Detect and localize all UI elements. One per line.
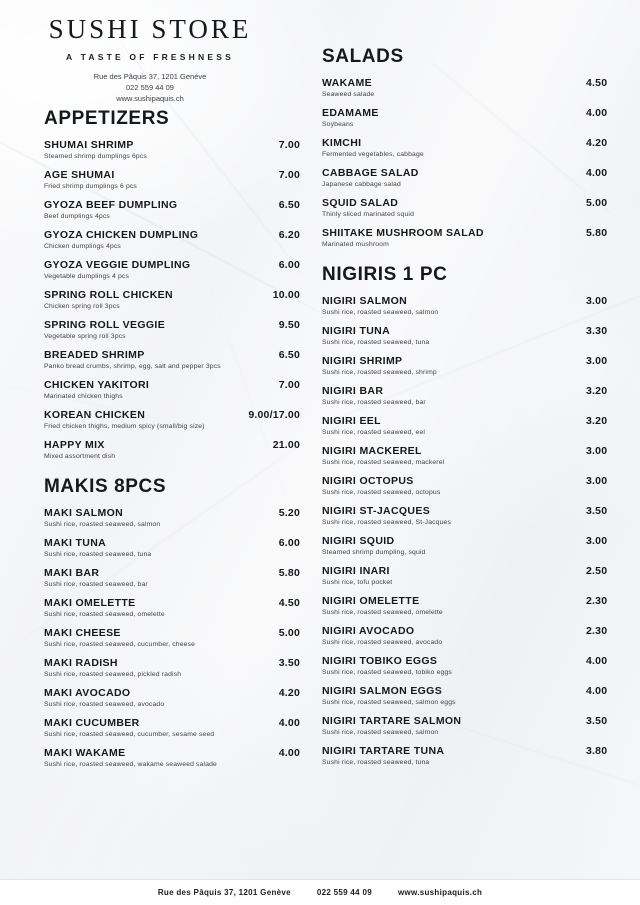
menu-item [322,745,612,766]
menu-item-row [44,597,300,609]
menu-item-price: 3.00 [586,445,608,457]
menu-item-price: 4.00 [586,167,608,179]
menu-item-description: Soybeans [322,121,354,128]
menu-item-row [44,439,300,451]
menu-item-name: MAKI SALMON [44,507,124,519]
left-column [0,0,300,777]
brand-website: www.sushipaquis.ch [116,94,184,103]
menu-item-name: KIMCHI [322,137,362,149]
menu-item [44,229,300,250]
menu-item-name: AGE SHUMAI [44,169,115,181]
menu-item-name: MAKI WAKAME [44,747,126,759]
menu-item-row [44,139,300,151]
brand-phone: 022 559 44 09 [126,83,174,92]
menu-item-name: NIGIRI SALMON [322,295,408,307]
menu-item-description: Sushi rice, roasted seaweed, salmon eggs [322,699,456,706]
menu-item-description: Vegetable dumplings 4 pcs [44,273,129,280]
menu-item [44,199,300,220]
menu-item-description: Sushi rice, roasted seaweed, cucumber, sesame seed [44,731,215,738]
menu-item [322,167,612,188]
menu-item-description: Steamed shrimp dumpling, squid [322,549,426,556]
menu-item-row [44,567,300,579]
menu-item-price: 21.00 [272,439,300,451]
section-title: NIGIRIS 1 PC [322,264,448,285]
menu-item-row [322,445,612,457]
menu-item-name: CHICKEN YAKITORI [44,379,150,391]
menu-item [44,349,300,370]
menu-item-row [322,625,612,637]
menu-item [44,597,300,618]
menu-item [322,445,612,466]
left-sections [44,108,300,768]
menu-item-name: NIGIRI SQUID [322,535,395,547]
menu-item-description: Sushi rice, roasted seaweed, avocado [322,639,443,646]
menu-item-description: Sushi rice, roasted seaweed, bar [44,581,148,588]
brand-contact [0,71,300,104]
menu-item-row [44,229,300,241]
page-footer [0,879,640,905]
menu-item-name: NIGIRI TUNA [322,325,391,337]
menu-item-name: NIGIRI OCTOPUS [322,475,414,487]
menu-item-row [322,325,612,337]
menu-item-description: Sushi rice, roasted seaweed, salmon [322,729,439,736]
menu-item-description: Sushi rice, roasted seaweed, tuna [44,551,152,558]
menu-item-description: Sushi rice, roasted seaweed, bar [322,399,426,406]
right-column [300,0,640,777]
menu-item-price: 10.00 [272,289,300,301]
menu-item-name: NIGIRI TARTARE SALMON [322,715,462,727]
menu-item [322,595,612,616]
menu-item-price: 2.50 [586,565,608,577]
menu-item [44,537,300,558]
menu-item-name: SQUID SALAD [322,197,399,209]
menu-item-price: 6.00 [278,259,300,271]
menu-item [44,289,300,310]
menu-item-row [44,507,300,519]
menu-item-price: 3.00 [586,295,608,307]
menu-item-name: GYOZA VEGGIE DUMPLING [44,259,191,271]
menu-item-description: Sushi rice, roasted seaweed, St-Jacques [322,519,452,526]
menu-item [322,505,612,526]
menu-item-row [322,355,612,367]
menu-item-row [322,295,612,307]
menu-item-description: Vegetable spring roll 3pcs [44,333,126,340]
menu-item [322,475,612,496]
menu-item [44,319,300,340]
menu-item-description: Fried chicken thighs, medium spicy (small/big size) [44,423,205,430]
menu-item-row [44,537,300,549]
menu-item-description: Fermented vegetables, cabbage [322,151,424,158]
menu-item [44,507,300,528]
menu-item-name: GYOZA CHICKEN DUMPLING [44,229,199,241]
menu-item-row [44,169,300,181]
brand-address: Rue des Pâquis 37, 1201 Genève [93,72,207,81]
menu-item-description: Marinated mushroom [322,241,389,248]
menu-item-row [44,627,300,639]
menu-item-row [322,415,612,427]
menu-item-name: NIGIRI TARTARE TUNA [322,745,445,757]
menu-item [44,379,300,400]
menu-item [44,717,300,738]
menu-item-row [44,657,300,669]
menu-item-description: Sushi rice, roasted seaweed, omelette [322,609,443,616]
menu-item-price: 3.00 [586,475,608,487]
menu-item [44,439,300,460]
menu-item-description: Sushi rice, roasted seaweed, wakame seaweed salade [44,761,217,768]
menu-item-name: BREADED SHRIMP [44,349,145,361]
menu-item [322,685,612,706]
menu-item-description: Sushi rice, roasted seaweed, tuna [322,339,430,346]
menu-item-name: NIGIRI MACKEREL [322,445,422,457]
menu-item-description: Beef dumplings 4pcs [44,213,110,220]
menu-item [322,107,612,128]
menu-item-row [44,349,300,361]
menu-item-description: Sushi rice, roasted seaweed, pickled radish [44,671,182,678]
menu-item-row [44,199,300,211]
menu-item-description: Mixed assortment dish [44,453,116,460]
menu-item-price: 3.80 [586,745,608,757]
menu-item-description: Fried shrimp dumplings 6 pcs [44,183,137,190]
menu-item-name: NIGIRI BAR [322,385,384,397]
menu-item [44,409,300,430]
right-sections [322,46,612,766]
menu-item-description: Chicken dumplings 4pcs [44,243,121,250]
menu-item-description: Marinated chicken thighs [44,393,123,400]
menu-item-description: Sushi rice, roasted seaweed, omelette [44,611,165,618]
menu-item-name: SHIITAKE MUSHROOM SALAD [322,227,484,239]
menu-item-description: Sushi rice, tofu pocket [322,579,393,586]
menu-item-row [44,319,300,331]
menu-item-row [322,385,612,397]
menu-item-price: 4.00 [278,717,300,729]
menu-item-description: Sushi rice, roasted seaweed, salmon [44,521,161,528]
menu-item-price: 3.20 [586,385,608,397]
menu-item-name: KOREAN CHICKEN [44,409,146,421]
menu-item-price: 4.00 [586,107,608,119]
menu-item-description: Sushi rice, roasted seaweed, tuna [322,759,430,766]
menu-item-price: 9.50 [278,319,300,331]
menu-item-row [322,715,612,727]
menu-item-row [44,687,300,699]
menu-item-row [322,685,612,697]
menu-item-row [322,565,612,577]
footer-phone: 022 559 44 09 [316,888,372,897]
menu-item-description: Sushi rice, roasted seaweed, shrimp [322,369,437,376]
menu-item [322,565,612,586]
menu-item [44,627,300,648]
menu-item-name: SPRING ROLL CHICKEN [44,289,173,301]
menu-item-price: 5.00 [586,197,608,209]
menu-item-row [322,77,612,89]
menu-item-name: EDAMAME [322,107,379,119]
menu-item-price: 4.00 [586,685,608,697]
menu-item-row [322,505,612,517]
menu-item-row [44,717,300,729]
menu-item [44,567,300,588]
menu-item-price: 4.00 [278,747,300,759]
menu-item [44,169,300,190]
menu-item [322,197,612,218]
menu-item-name: NIGIRI INARI [322,565,390,577]
menu-item-row [44,379,300,391]
footer-website: www.sushipaquis.ch [397,888,483,897]
menu-item [322,385,612,406]
menu-item-price: 2.30 [586,595,608,607]
menu-item-price: 3.20 [586,415,608,427]
menu-item-row [322,535,612,547]
menu-item-price: 3.00 [586,355,608,367]
menu-item-price: 5.20 [278,507,300,519]
menu-item-name: SHUMAI SHRIMP [44,139,134,151]
menu-item [322,325,612,346]
menu-item-name: HAPPY MIX [44,439,105,451]
menu-item-price: 9.00/17.00 [248,409,300,421]
section-title: APPETIZERS [44,108,170,129]
menu-item-price: 3.00 [586,535,608,547]
menu-item [322,227,612,248]
menu-item-price: 5.80 [278,567,300,579]
menu-item-description: Sushi rice, roasted seaweed, avocado [44,701,165,708]
menu-item [322,625,612,646]
menu-item-name: NIGIRI EEL [322,415,381,427]
menu-item-row [44,289,300,301]
menu-item-row [44,259,300,271]
menu-item-name: MAKI AVOCADO [44,687,131,699]
menu-item-name: WAKAME [322,77,372,89]
menu-item-name: NIGIRI ST-JACQUES [322,505,431,517]
menu-item [322,715,612,736]
menu-item-row [322,595,612,607]
menu-item-row [322,227,612,239]
menu-item-name: SPRING ROLL VEGGIE [44,319,166,331]
menu-item [322,415,612,436]
menu-item-name: MAKI CUCUMBER [44,717,140,729]
menu-item-description: Japanese cabbage salad [322,181,401,188]
menu-item-price: 5.80 [586,227,608,239]
menu-item-description: Sushi rice, roasted seaweed, octopus [322,489,441,496]
menu-item-price: 6.50 [278,349,300,361]
menu-item-description: Thinly sliced marinated squid [322,211,414,218]
menu-item-description: Steamed shrimp dumplings 6pcs [44,153,147,160]
menu-item-price: 3.50 [586,505,608,517]
menu-item [322,137,612,158]
menu-item-row [322,137,612,149]
menu-item-description: Sushi rice, roasted seaweed, salmon [322,309,439,316]
menu-item-row [322,655,612,667]
menu-item-name: MAKI OMELETTE [44,597,136,609]
menu-item-price: 3.50 [278,657,300,669]
menu-item [44,747,300,768]
menu-item [44,687,300,708]
menu-item [322,535,612,556]
menu-item-price: 4.20 [586,137,608,149]
menu-item-price: 7.00 [278,379,300,391]
menu-item-name: MAKI BAR [44,567,100,579]
menu-item-name: MAKI TUNA [44,537,107,549]
menu-item-row [322,197,612,209]
menu-item-description: Sushi rice, roasted seaweed, mackerel [322,459,445,466]
section-title: SALADS [322,46,404,67]
menu-item-row [44,747,300,759]
menu-item-price: 6.50 [278,199,300,211]
menu-item [44,139,300,160]
menu-item-name: NIGIRI SHRIMP [322,355,403,367]
brand-tagline: A TASTE OF FRESHNESS [66,52,234,62]
menu-item-name: NIGIRI SALMON EGGS [322,685,443,697]
menu-item [322,77,612,98]
menu-item-price: 6.00 [278,537,300,549]
menu-item-description: Panko bread crumbs, shrimp, egg, salt and pepper 3pcs [44,363,221,370]
menu-item-name: MAKI CHEESE [44,627,121,639]
menu-item-name: MAKI RADISH [44,657,118,669]
menu-item [44,259,300,280]
menu-item-description: Chicken spring roll 3pcs [44,303,120,310]
menu-item-name: GYOZA BEEF DUMPLING [44,199,178,211]
menu-item-price: 2.30 [586,625,608,637]
menu-item-name: NIGIRI OMELETTE [322,595,420,607]
menu-item-description: Seaweed salade [322,91,375,98]
section-title: MAKIS 8PCS [44,476,167,497]
menu-item-price: 3.50 [586,715,608,727]
menu-item-row [322,107,612,119]
menu-item-price: 7.00 [278,139,300,151]
footer-address: Rue des Pâquis 37, 1201 Genève [157,888,291,897]
menu-item-price: 4.20 [278,687,300,699]
menu-item-description: Sushi rice, roasted seaweed, tobiko eggs [322,669,452,676]
menu-item-price: 4.00 [586,655,608,667]
menu-item-row [322,475,612,487]
menu-item [322,355,612,376]
menu-item [322,655,612,676]
menu-item-price: 3.30 [586,325,608,337]
menu-item-price: 4.50 [278,597,300,609]
restaurant-name: SUSHI STORE [48,14,252,44]
menu-item-description: Sushi rice, roasted seaweed, cucumber, cheese [44,641,196,648]
menu-item-name: NIGIRI TOBIKO EGGS [322,655,438,667]
brand-header [0,0,300,104]
menu-item-price: 6.20 [278,229,300,241]
menu-item-row [322,745,612,757]
menu-item-price: 5.00 [278,627,300,639]
menu-item-name: NIGIRI AVOCADO [322,625,415,637]
menu-item-row [44,409,300,421]
menu-item-name: CABBAGE SALAD [322,167,419,179]
menu-item [44,657,300,678]
menu-item-row [322,167,612,179]
menu-item-description: Sushi rice, roasted seaweed, eel [322,429,426,436]
menu-item-price: 7.00 [278,169,300,181]
menu-item [322,295,612,316]
menu-item-price: 4.50 [586,77,608,89]
